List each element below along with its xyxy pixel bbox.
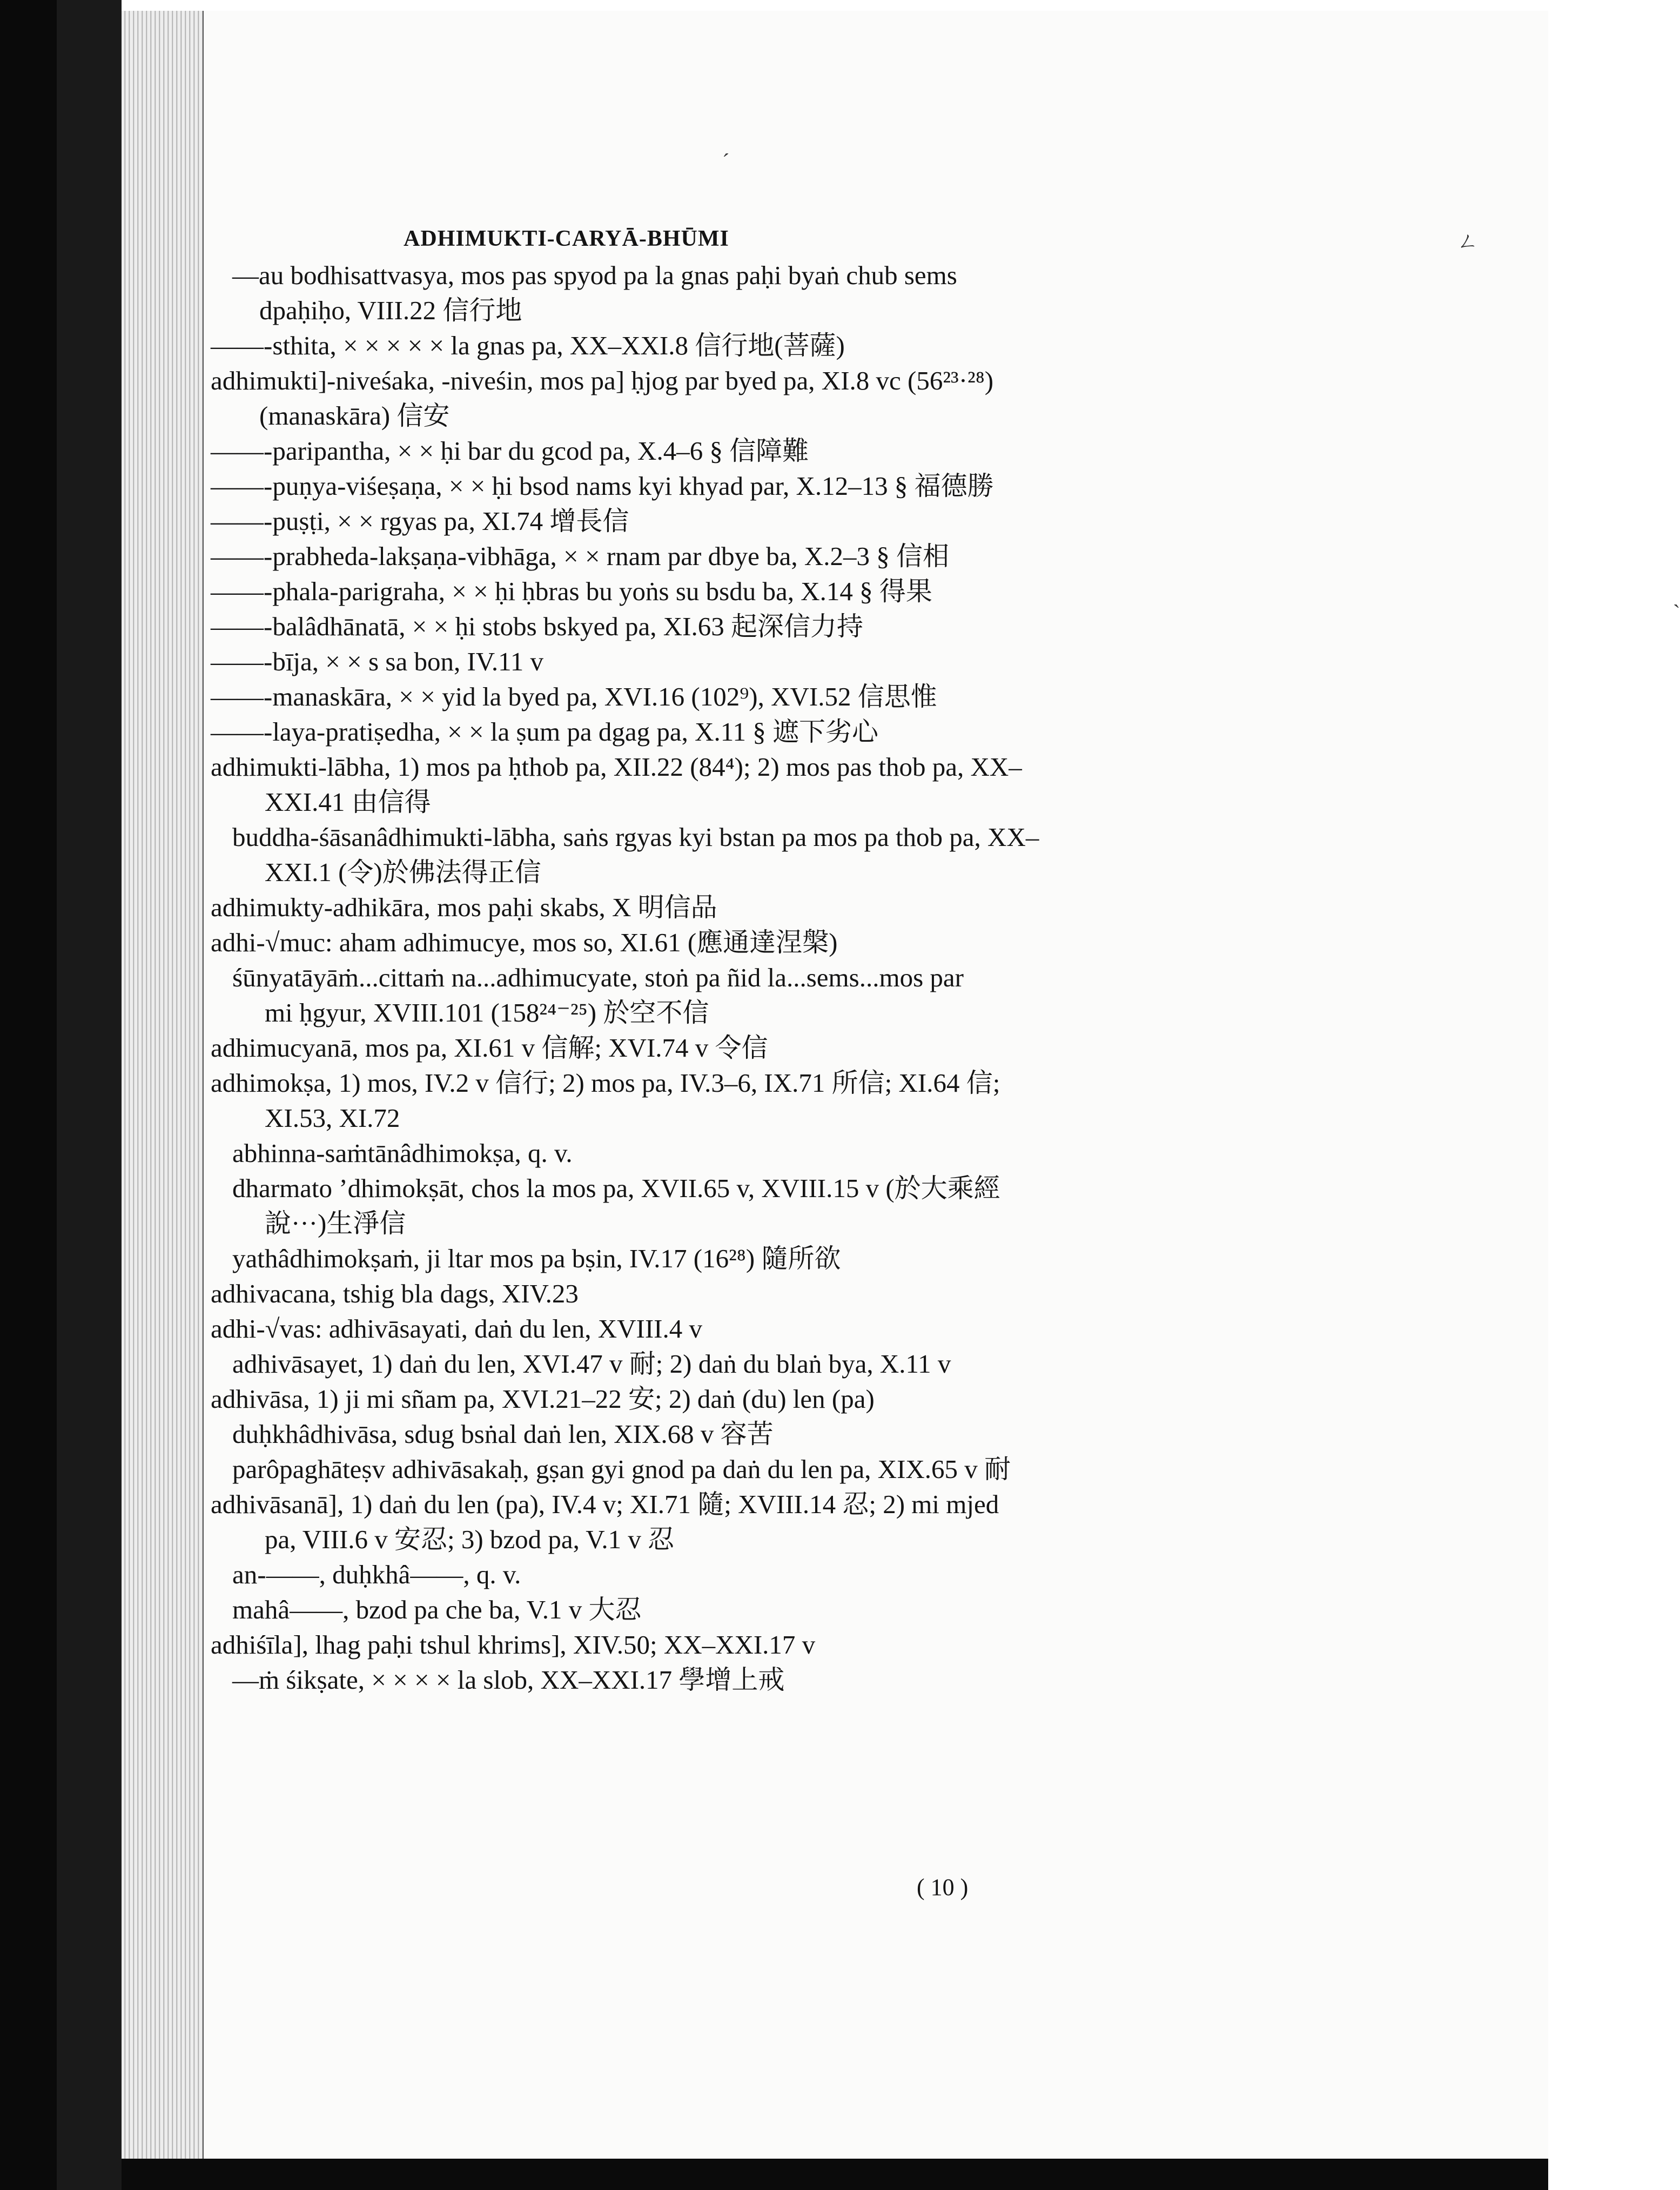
entry-line: (manaskāra) 信安 <box>259 401 450 431</box>
entry-line: XXI.1 (令)於佛法得正信 <box>265 857 541 887</box>
entry-line: adhimucyanā, mos pa, XI.61 v 信解; XVI.74 v 令信 <box>211 1033 768 1063</box>
entry-line: śūnyatāyāṁ...cittaṁ na...adhimucyate, stoṅ pa ñid la...sems...mos par <box>232 963 964 992</box>
book-page-edges <box>122 11 204 2161</box>
entry-line: mi ḥgyur, XVIII.101 (158²⁴⁻²⁵) 於空不信 <box>265 998 709 1027</box>
entry-line: adhivāsa, 1) ji mi sñam pa, XVI.21–22 安; 2) daṅ (du) len (pa) <box>211 1384 875 1414</box>
entry-line: adhimukti-lābha, 1) mos pa ḥthob pa, XII.22 (84⁴); 2) mos pas thob pa, XX– <box>211 752 1022 782</box>
entry-line: mahâ——, bzod pa che ba, V.1 v 大忍 <box>232 1595 642 1624</box>
entry-line: —ṁ śikṣate, × × × × la slob, XX–XXI.17 學增上戒 <box>232 1665 785 1695</box>
book-page <box>204 11 1680 2166</box>
entry-line: ——-manaskāra, × × yid la byed pa, XVI.16 (102⁹), XVI.52 信思惟 <box>211 682 937 711</box>
scan-border-left <box>0 0 57 2190</box>
entry-line: adhimukti]-niveśaka, -niveśin, mos pa] ḥjog par byed pa, XI.8 vc (56²³·²⁸) <box>211 366 994 395</box>
entry-line: XI.53, XI.72 <box>265 1103 400 1133</box>
entry-line: dpaḥiḥo, VIII.22 信行地 <box>259 295 522 325</box>
page-content <box>204 11 1680 2166</box>
entry-line: adhimukty-adhikāra, mos paḥi skabs, X 明信品 <box>211 892 717 922</box>
entry-line: adhimokṣa, 1) mos, IV.2 v 信行; 2) mos pa, IV.3–6, IX.71 所信; XI.64 信; <box>211 1068 1000 1098</box>
entry-line: buddha-śāsanâdhimukti-lābha, saṅs rgyas kyi bstan pa mos pa thob pa, XX– <box>232 822 1039 852</box>
entry-line: ——-laya-pratiṣedha, × × la ṣum pa dgag pa, X.11 § 遮下劣心 <box>211 717 878 747</box>
entry-line: ——-sthita, × × × × × la gnas pa, XX–XXI.8 信行地(菩薩) <box>211 331 845 360</box>
entry-line: ——-balâdhānatā, × × ḥi stobs bskyed pa, XI.63 起深信力持 <box>211 612 863 641</box>
entry-line: adhi-√vas: adhivāsayati, daṅ du len, XVIII.4 v <box>211 1314 702 1343</box>
entry-line: ——-puṣṭi, × × rgyas pa, XI.74 增長信 <box>211 506 629 536</box>
entry-line: ——-prabheda-lakṣaṇa-vibhāga, × × rnam par dbye ba, X.2–3 § 信相 <box>211 541 949 571</box>
entry-line: yathâdhimokṣaṁ, ji ltar mos pa bṣin, IV.17 (16²⁸) 隨所欲 <box>232 1244 841 1273</box>
entry-line: adhivacana, tshig bla dags, XIV.23 <box>211 1279 579 1308</box>
pencil-mark: ㄥ <box>1457 229 1479 253</box>
entry-line: an-——, duḥkhâ——, q. v. <box>232 1560 521 1589</box>
scan-border-shadow <box>57 0 122 2190</box>
entry-line: adhi-√muc: aham adhimucye, mos so, XI.61 (應通達涅槃) <box>211 928 838 957</box>
entry-line: pa, VIII.6 v 安忍; 3) bzod pa, V.1 v 忍 <box>265 1524 675 1554</box>
entry-line: ——-phala-parigraha, × × ḥi ḥbras bu yoṅs su bsdu ba, X.14 § 得果 <box>211 576 932 606</box>
entry-line: XXI.41 由信得 <box>265 787 431 817</box>
entry-line: adhivāsayet, 1) daṅ du len, XVI.47 v 耐; 2) daṅ du blaṅ bya, X.11 v <box>232 1349 951 1379</box>
margin-mark: ˋ <box>1673 600 1680 624</box>
entry-line: ——-paripantha, × × ḥi bar du gcod pa, X.4–6 § 信障難 <box>211 436 809 466</box>
page-number: ( 10 ) <box>917 1874 969 1900</box>
entry-line: parôpaghāteṣv adhivāsakaḥ, gṣan gyi gnod pa daṅ du len pa, XIX.65 v 耐 <box>232 1454 1011 1484</box>
entry-line: 說···)生淨信 <box>265 1208 406 1238</box>
entry-line: adhivāsanā], 1) daṅ du len (pa), IV.4 v; XI.71 隨; XVIII.14 忍; 2) mi mjed <box>211 1489 999 1519</box>
entry-line: ——-bīja, × × s sa bon, IV.11 v <box>211 647 544 676</box>
entry-line: duḥkhâdhivāsa, sdug bsṅal daṅ len, XIX.68 v 容苦 <box>232 1419 774 1449</box>
entry-line: abhinna-saṁtānâdhimokṣa, q. v. <box>232 1138 573 1168</box>
running-header: ADHIMUKTI-CARYĀ-BHŪMI <box>404 226 729 251</box>
entry-line: dharmato ’dhimokṣāt, chos la mos pa, XVII.65 v, XVIII.15 v (於大乘經 <box>232 1173 1000 1203</box>
scan-border-bottom <box>122 2159 1548 2190</box>
entry-line: —au bodhisattvasya, mos pas spyod pa la gnas paḥi byaṅ chub sems <box>232 260 957 290</box>
entry-line: ——-puṇya-viśeṣaṇa, × × ḥi bsod nams kyi khyad par, X.12–13 § 福德勝 <box>211 471 994 501</box>
entry-line: adhiśīla], lhag paḥi tshul khrims], XIV.50; XX–XXI.17 v <box>211 1630 816 1660</box>
scan-speck: ˊ <box>722 149 730 173</box>
